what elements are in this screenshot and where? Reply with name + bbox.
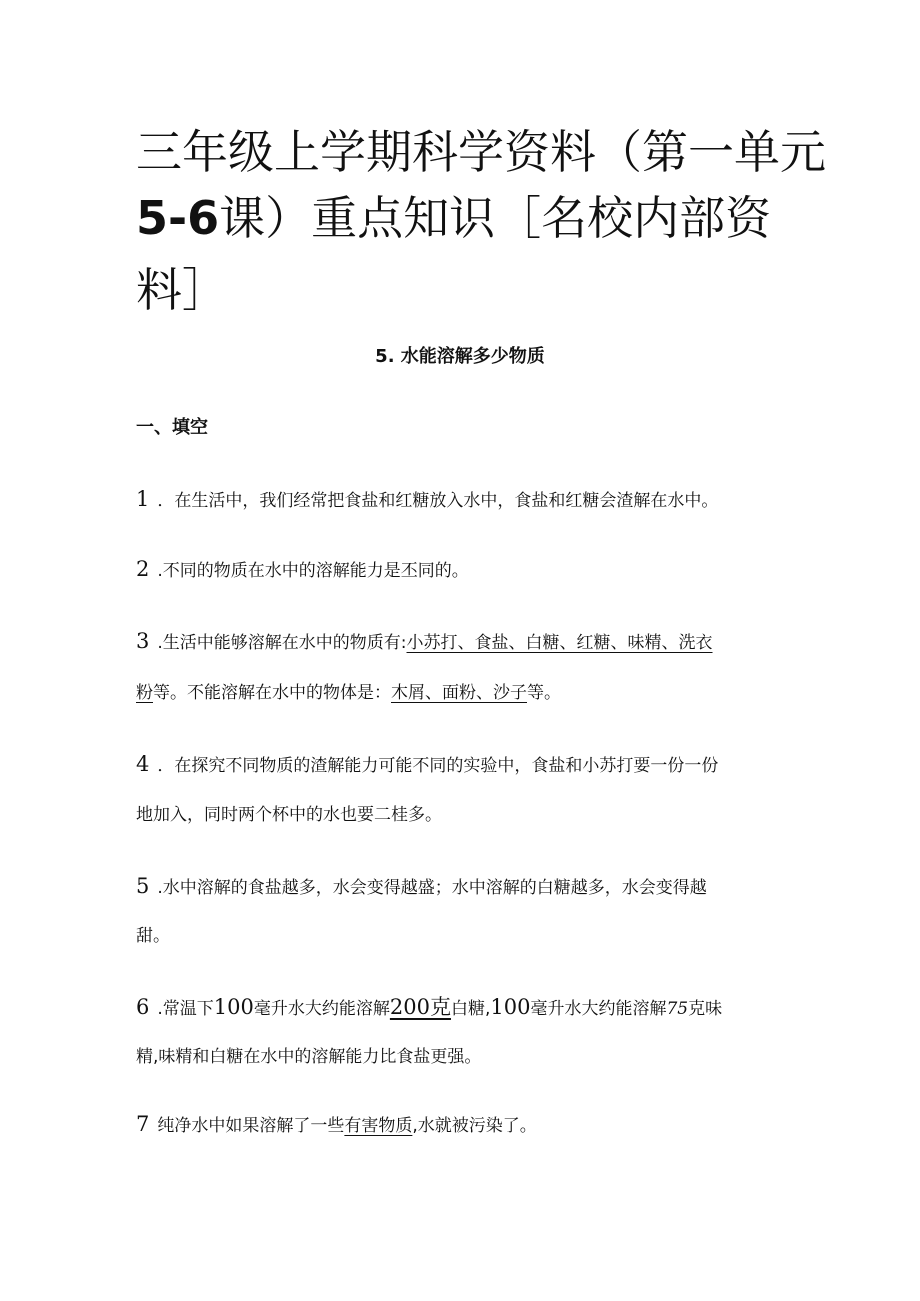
- question-1: [136, 485, 796, 515]
- question-number: 5: [136, 874, 150, 898]
- question-text: ．在生活中，我们经常把食盐和红糖放入水中，食盐和红糖会渣解在水中。: [157, 491, 719, 511]
- question-text: 等。: [527, 683, 561, 703]
- question-number: 3: [136, 629, 150, 653]
- answer-blank: 200克: [389, 995, 451, 1019]
- question-text: .不同的物质在水中的溶解能力是丕同的。: [157, 561, 469, 581]
- question-5-line-2: 甜。: [136, 926, 170, 946]
- question-4-line-1: [136, 750, 796, 780]
- question-number: 4: [136, 752, 150, 776]
- answer-blank: 小苏打、食盐、白糖、红糖、味精、洗衣: [406, 633, 713, 653]
- question-text: 毫升水大约能溶解: [253, 999, 390, 1019]
- question-5-line-1: [136, 872, 796, 902]
- answer-blank: 木屑、面粉、沙子: [391, 683, 527, 703]
- lesson-heading: 5. 水能溶解多少物质: [375, 346, 545, 367]
- quantity-value: 100: [213, 995, 254, 1019]
- title-lesson-range: 5-6: [136, 191, 220, 245]
- question-text: .常温下: [157, 999, 214, 1019]
- question-text: 纯净水中如果溶解了一些: [157, 1116, 345, 1136]
- document-title-line-1: 三年级上学期科学资料（第一单元: [136, 125, 826, 179]
- question-number: 2: [136, 557, 150, 581]
- quantity-value: 100: [490, 995, 531, 1019]
- section-heading: 一、填空: [136, 417, 208, 438]
- question-number: 7: [136, 1112, 150, 1136]
- question-text: .生活中能够溶解在水中的物质有:: [157, 633, 407, 653]
- question-6-line-2: 精,味精和白糖在水中的溶解能力比食盐更强。: [136, 1047, 482, 1067]
- question-text: 毫升水大约能溶解: [530, 999, 667, 1019]
- question-2: [136, 555, 796, 585]
- document-title-line-3: 料］: [136, 263, 228, 317]
- answer-blank: 粉: [136, 683, 153, 703]
- answer-blank: 有害物质: [344, 1116, 413, 1136]
- question-text: 克味: [688, 999, 723, 1019]
- question-3-line-1: [136, 627, 796, 657]
- question-text: .水中溶解的食盐越多，水会变得越盛；水中溶解的白糖越多，水会变得越: [157, 878, 707, 898]
- question-text: 白糖,: [450, 999, 491, 1019]
- question-text: ．在探究不同物质的渣解能力可能不同的实验中，食盐和小苏打要一份一份: [157, 756, 719, 776]
- question-6-line-1: [136, 993, 796, 1023]
- question-number: 1: [136, 487, 150, 511]
- question-7: [136, 1110, 796, 1140]
- question-3-line-2: [136, 679, 796, 707]
- question-text: ,水就被污染了。: [412, 1116, 537, 1136]
- question-number: 6: [136, 995, 150, 1019]
- question-text: 等。不能溶解在水中的物体是：: [153, 683, 391, 703]
- title-line-2-text: 课）重点知识［名校内部资: [219, 191, 772, 245]
- answer-blank: 75: [666, 999, 689, 1019]
- question-4-line-2: 地加入，同时两个杯中的水也要二桂多。: [136, 805, 442, 825]
- document-title-line-2: [136, 188, 796, 248]
